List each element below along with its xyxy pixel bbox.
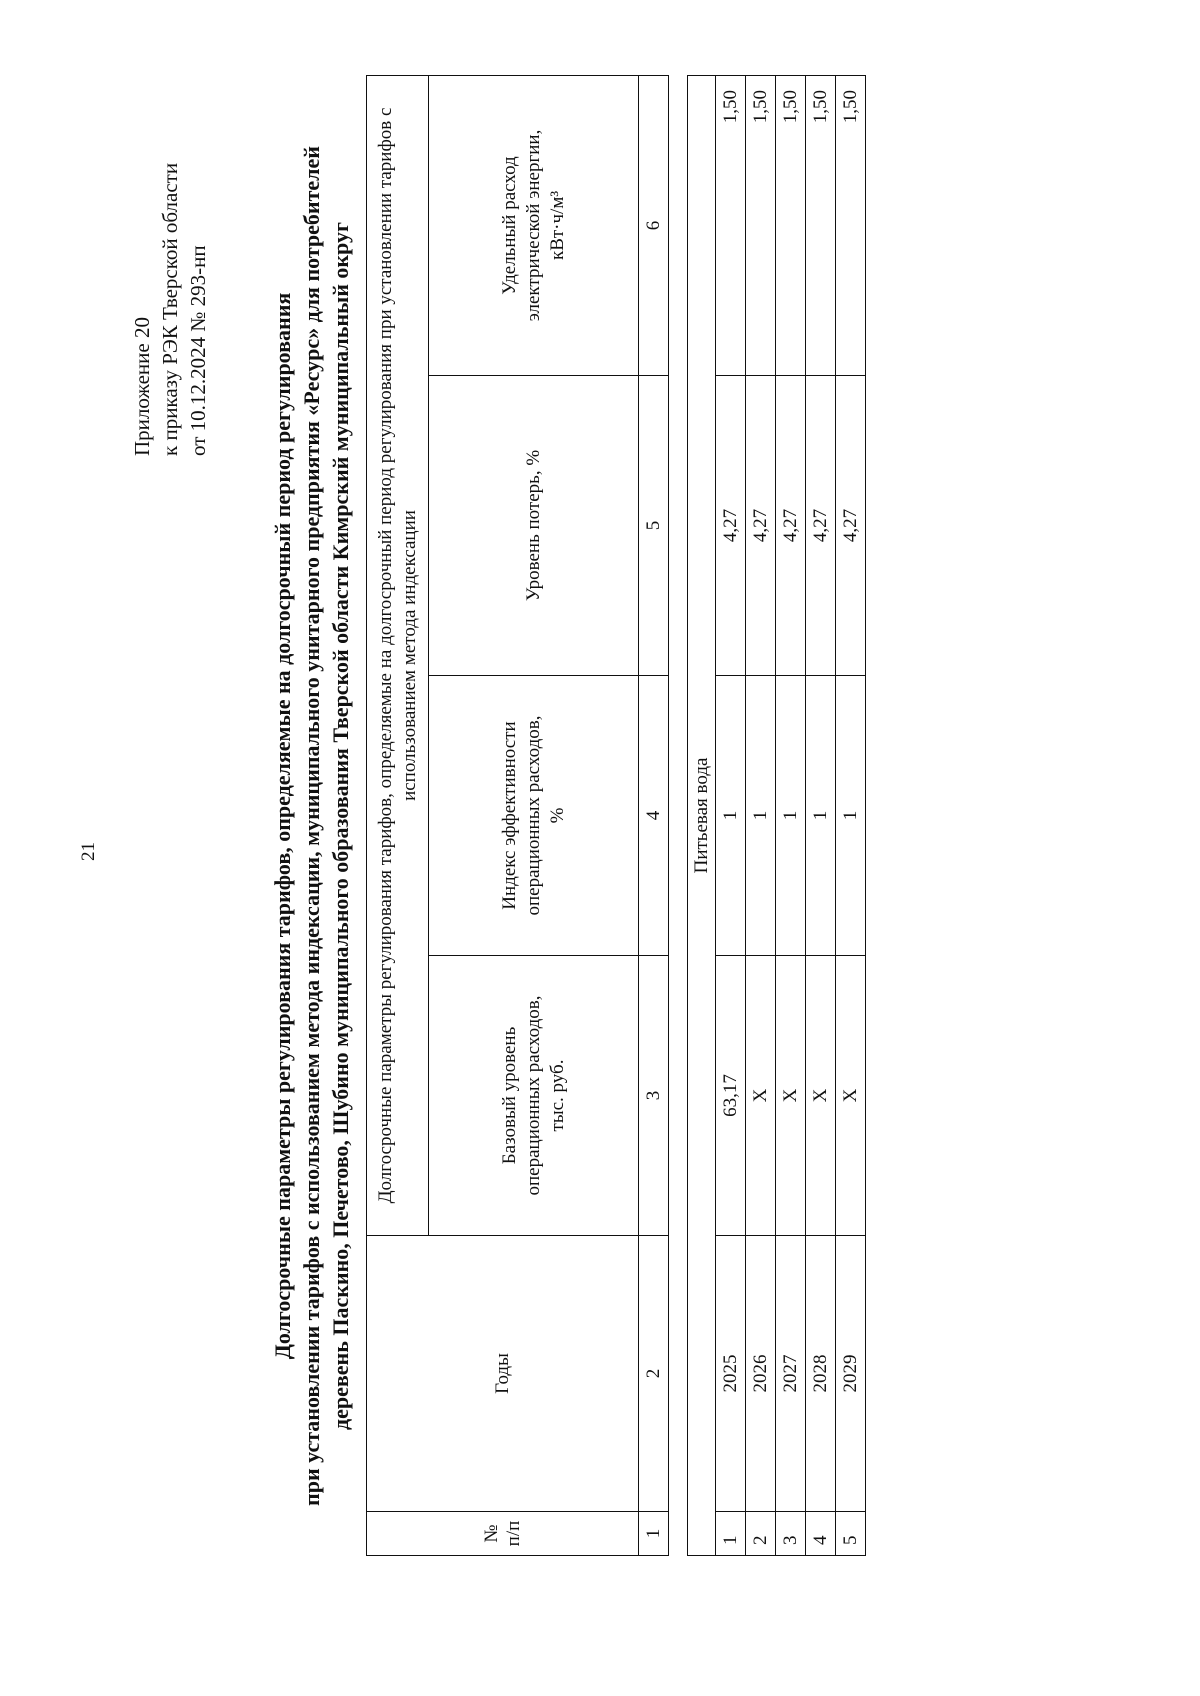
column-number: 2 (639, 1236, 669, 1512)
cell-year: 2025 (716, 1236, 746, 1512)
title-line-3: деревень Паскино, Печетово, Шубино муниципального образования Тверской области Кимрский муниципальный округ (328, 222, 353, 1431)
table-row (776, 75, 806, 1555)
table-row (806, 75, 836, 1555)
cell-year: 2028 (806, 1236, 836, 1512)
table-row (746, 75, 776, 1555)
cell-base: X (776, 956, 806, 1236)
cell-base: X (806, 956, 836, 1236)
cell-no: 2 (746, 1512, 776, 1556)
cell-no: 1 (716, 1512, 746, 1556)
title-line-1: Долгосрочные параметры регулирования тарифов, определяемые на долгосрочный период регулирования (270, 292, 295, 1360)
cell-energy: 1,50 (776, 75, 806, 375)
cell-losses: 4,27 (806, 376, 836, 676)
document-title (268, 116, 355, 1536)
parameters-table (366, 75, 866, 1556)
page-number: 21 (78, 842, 99, 861)
header-efficiency-index: Индекс эффективности операционных расходов, % (429, 676, 639, 956)
header-no: № п/п (367, 1512, 639, 1556)
cell-index: 1 (716, 676, 746, 956)
cell-losses: 4,27 (716, 376, 746, 676)
column-number-row (639, 75, 669, 1555)
header-years: Годы (367, 1236, 639, 1512)
cell-index: 1 (776, 676, 806, 956)
header-energy: Удельный расход электрической энергии, кВт·ч/м³ (429, 75, 639, 375)
cell-year: 2029 (836, 1236, 866, 1512)
spacer-row (669, 75, 688, 1555)
section-label: Питьевая вода (688, 75, 716, 1555)
column-number: 4 (639, 676, 669, 956)
table-row (716, 75, 746, 1555)
cell-index: 1 (746, 676, 776, 956)
annex-line-2: к приказу РЭК Тверской области (158, 162, 182, 456)
cell-base: 63,17 (716, 956, 746, 1236)
cell-base: X (746, 956, 776, 1236)
annex-block (128, 163, 212, 456)
cell-year: 2026 (746, 1236, 776, 1512)
cell-no: 5 (836, 1512, 866, 1556)
cell-no: 4 (806, 1512, 836, 1556)
cell-energy: 1,50 (806, 75, 836, 375)
cell-index: 1 (806, 676, 836, 956)
header-base-level: Базовый уровень операционных расходов, тыс. руб. (429, 956, 639, 1236)
cell-no: 3 (776, 1512, 806, 1556)
column-number: 1 (639, 1512, 669, 1556)
cell-energy: 1,50 (716, 75, 746, 375)
cell-losses: 4,27 (776, 376, 806, 676)
cell-index: 1 (836, 676, 866, 956)
title-line-2: при установлении тарифов с использованием метода индексации, муниципального унитарного предприятия «Ресурс» для потребителей (299, 146, 324, 1506)
header-group: Долгосрочные параметры регулирования тарифов, определяемые на долгосрочный период регулирования при установлении тарифов с использованием метода индексации (367, 75, 429, 1235)
column-number: 3 (639, 956, 669, 1236)
header-losses: Уровень потерь, % (429, 376, 639, 676)
table-row (836, 75, 866, 1555)
cell-losses: 4,27 (746, 376, 776, 676)
annex-line-3: от 10.12.2024 № 293-нп (186, 245, 210, 456)
cell-base: X (836, 956, 866, 1236)
cell-energy: 1,50 (746, 75, 776, 375)
annex-line-1: Приложение 20 (130, 317, 154, 456)
cell-energy: 1,50 (836, 75, 866, 375)
column-number: 6 (639, 75, 669, 375)
cell-year: 2027 (776, 1236, 806, 1512)
cell-losses: 4,27 (836, 376, 866, 676)
column-number: 5 (639, 376, 669, 676)
